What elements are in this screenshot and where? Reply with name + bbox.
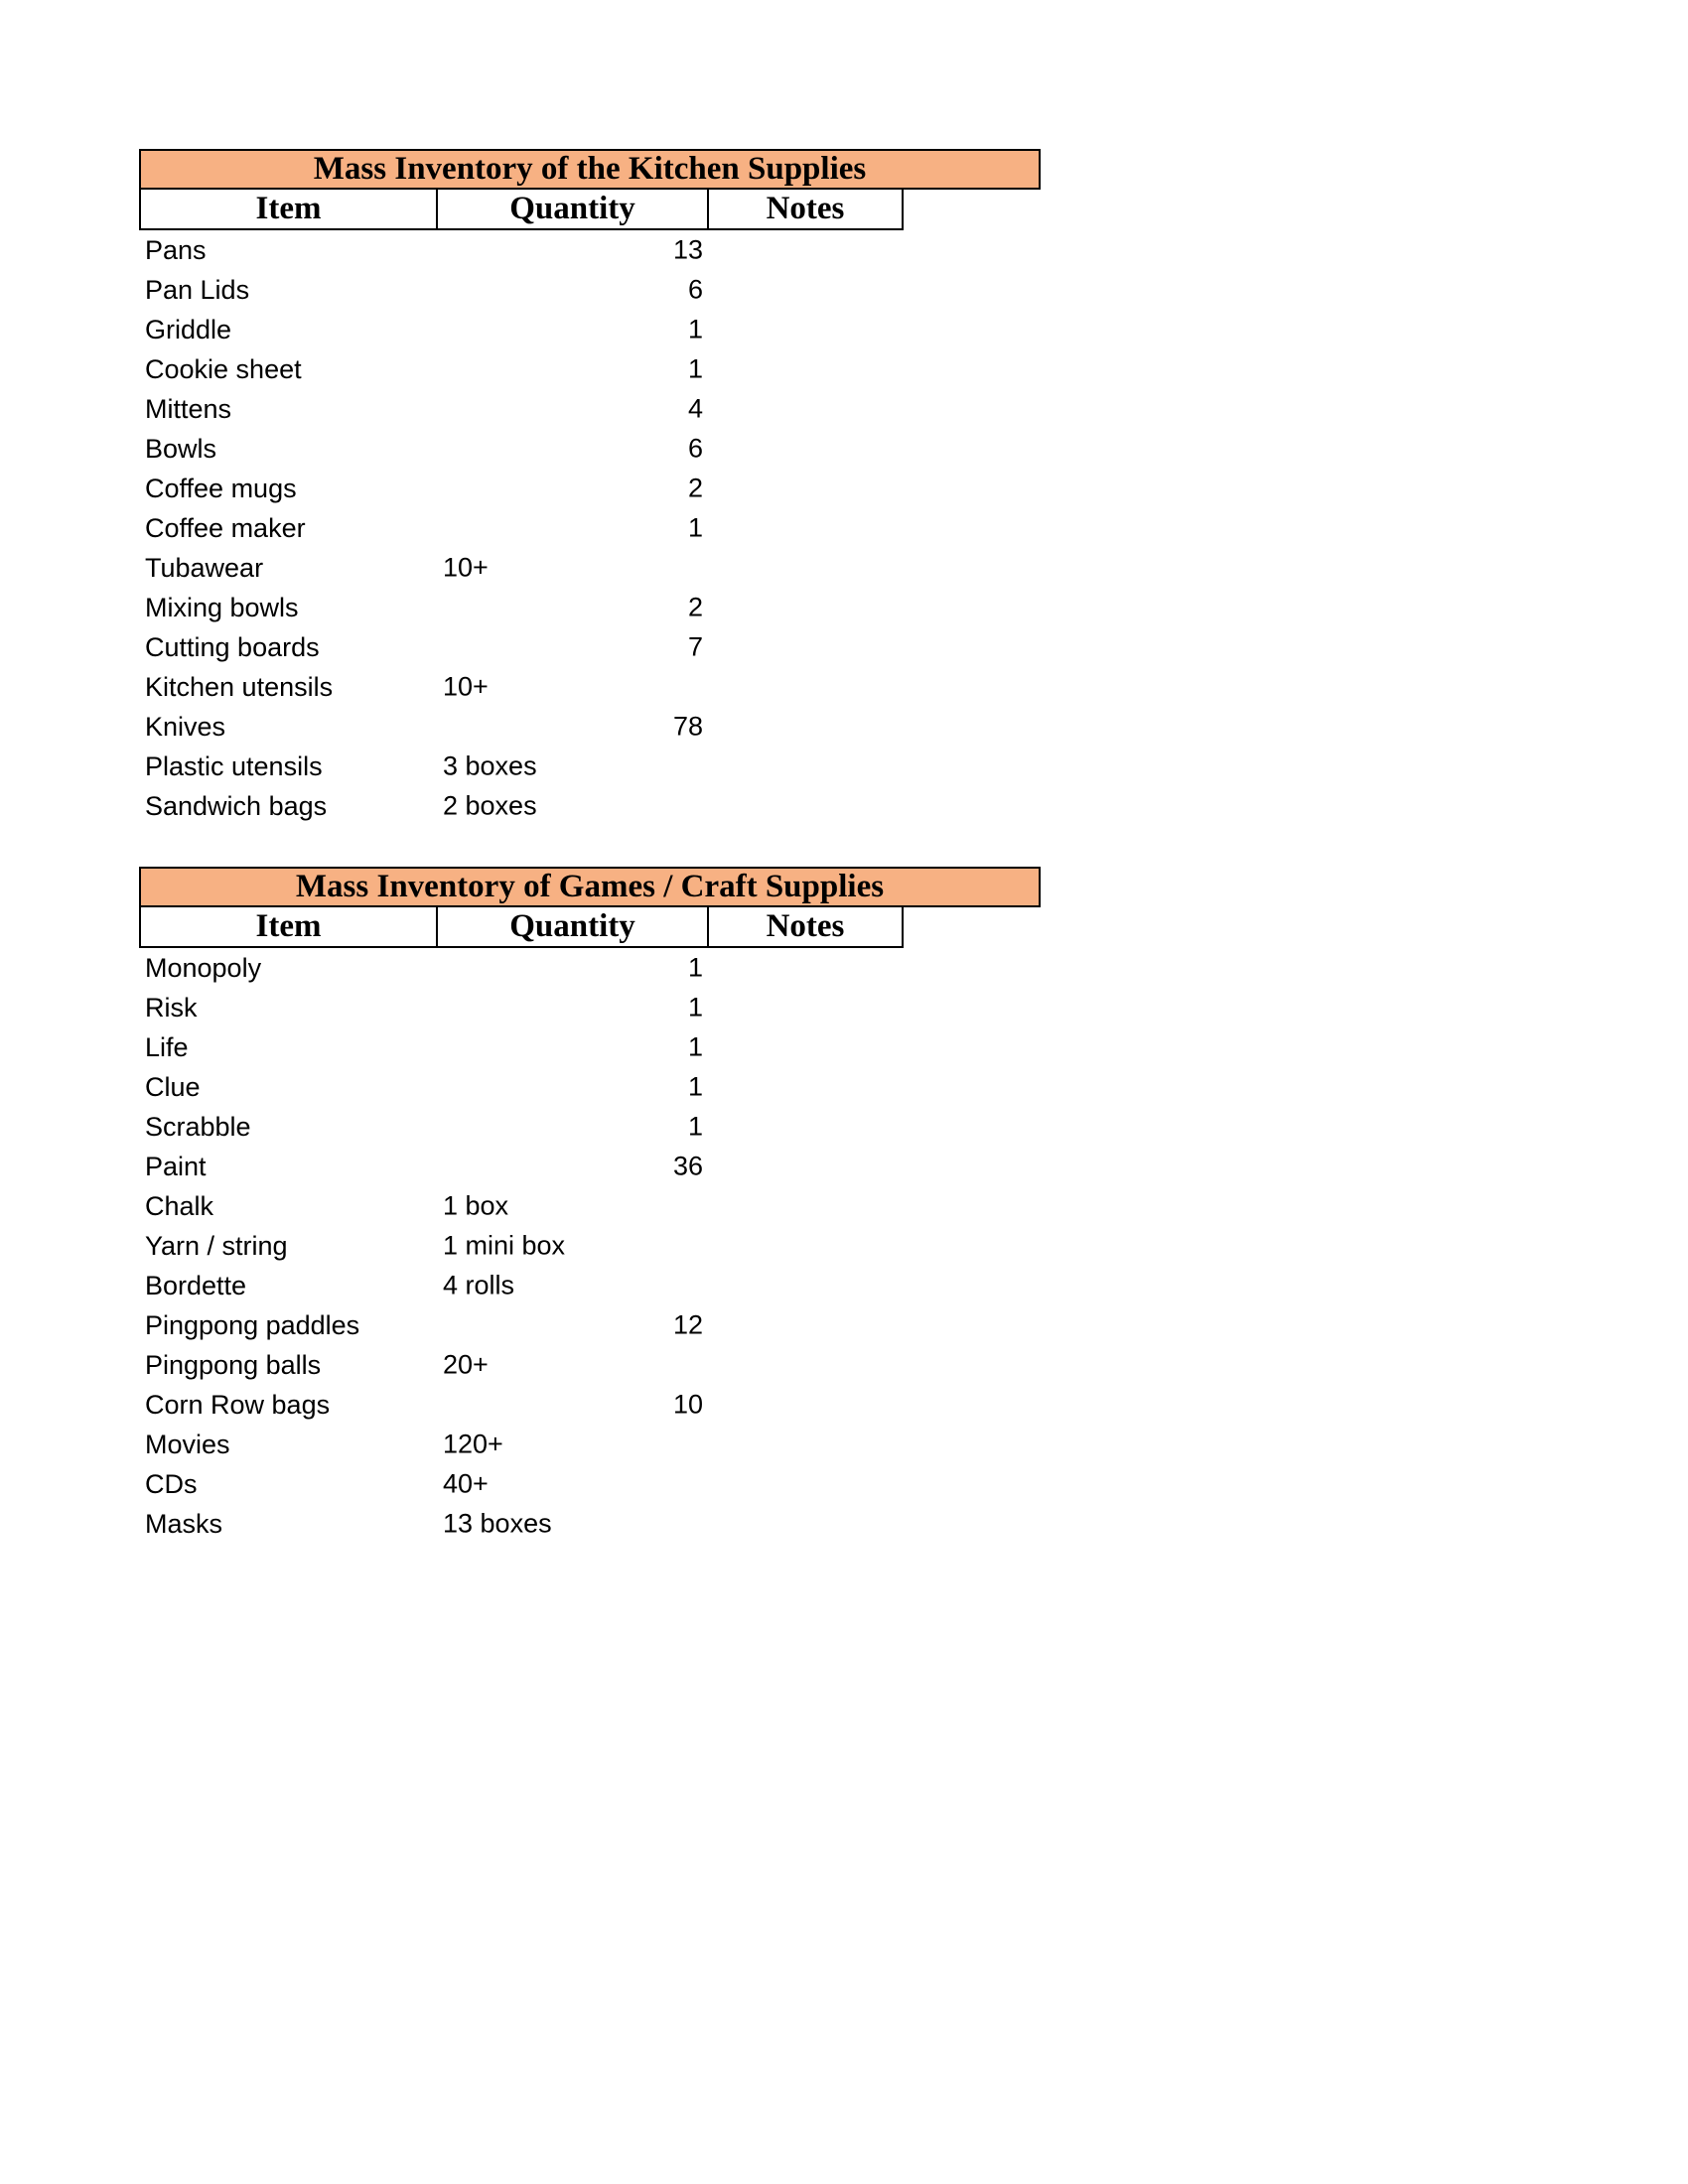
quantity-cell bbox=[437, 988, 709, 1027]
quantity-value: 78 bbox=[672, 711, 703, 742]
table-row bbox=[139, 1464, 1043, 1504]
games-header-item: Item bbox=[139, 906, 438, 948]
quantity-cell bbox=[437, 349, 709, 389]
quantity-value: 12 bbox=[672, 1309, 703, 1340]
item-cell: Coffee maker bbox=[145, 512, 306, 543]
table-row bbox=[139, 1186, 1043, 1226]
quantity-cell bbox=[437, 1425, 709, 1464]
quantity-value: 1 bbox=[687, 512, 703, 543]
quantity-cell bbox=[437, 1107, 709, 1147]
quantity-cell bbox=[437, 429, 709, 469]
kitchen-header-notes: Notes bbox=[709, 189, 904, 230]
quantity-cell bbox=[437, 588, 709, 627]
item-cell: Mixing bowls bbox=[145, 592, 299, 622]
kitchen-rows bbox=[139, 230, 1043, 826]
quantity-value: 6 bbox=[687, 274, 703, 305]
quantity-value: 1 bbox=[687, 1031, 703, 1062]
table-row bbox=[139, 707, 1043, 747]
table-row bbox=[139, 1027, 1043, 1067]
quantity-value: 40+ bbox=[443, 1468, 489, 1499]
quantity-cell bbox=[437, 310, 709, 349]
quantity-value: 1 mini box bbox=[443, 1230, 566, 1261]
item-cell: Plastic utensils bbox=[145, 751, 323, 781]
quantity-value: 7 bbox=[687, 631, 703, 662]
games-header-row bbox=[139, 906, 904, 948]
table-row bbox=[139, 747, 1043, 786]
quantity-cell bbox=[437, 1504, 709, 1544]
quantity-value: 10+ bbox=[443, 671, 489, 702]
item-cell: Pingpong balls bbox=[145, 1349, 322, 1380]
quantity-value: 1 box bbox=[443, 1190, 509, 1221]
item-cell: Clue bbox=[145, 1071, 201, 1102]
kitchen-header-row bbox=[139, 189, 904, 230]
quantity-value: 1 bbox=[687, 314, 703, 344]
item-cell: Corn Row bags bbox=[145, 1389, 331, 1420]
quantity-cell bbox=[437, 1067, 709, 1107]
quantity-cell bbox=[437, 1464, 709, 1504]
item-cell: Sandwich bags bbox=[145, 790, 328, 821]
quantity-value: 36 bbox=[672, 1151, 703, 1181]
quantity-value: 120+ bbox=[443, 1429, 503, 1459]
games-header-quantity: Quantity bbox=[438, 906, 709, 948]
quantity-value: 6 bbox=[687, 433, 703, 464]
item-cell: Masks bbox=[145, 1508, 223, 1539]
kitchen-header-item: Item bbox=[139, 189, 438, 230]
table-row bbox=[139, 667, 1043, 707]
quantity-cell bbox=[437, 469, 709, 508]
quantity-value: 1 bbox=[687, 353, 703, 384]
quantity-cell bbox=[437, 508, 709, 548]
quantity-value: 1 bbox=[687, 992, 703, 1023]
games-header-notes: Notes bbox=[709, 906, 904, 948]
quantity-value: 1 bbox=[687, 952, 703, 983]
item-cell: Kitchen utensils bbox=[145, 671, 334, 702]
item-cell: Pans bbox=[145, 234, 207, 265]
table-row bbox=[139, 548, 1043, 588]
item-cell: Scrabble bbox=[145, 1111, 251, 1142]
quantity-cell bbox=[437, 1305, 709, 1345]
quantity-value: 20+ bbox=[443, 1349, 489, 1380]
quantity-cell bbox=[437, 786, 709, 826]
quantity-cell bbox=[437, 548, 709, 588]
table-row bbox=[139, 1345, 1043, 1385]
quantity-cell bbox=[437, 948, 709, 988]
quantity-value: 10+ bbox=[443, 552, 489, 583]
quantity-cell bbox=[437, 389, 709, 429]
quantity-cell bbox=[437, 627, 709, 667]
item-cell: Knives bbox=[145, 711, 226, 742]
kitchen-table-title: Mass Inventory of the Kitchen Supplies bbox=[139, 149, 1041, 190]
kitchen-inventory-table bbox=[139, 149, 1043, 826]
quantity-cell bbox=[437, 1345, 709, 1385]
table-row bbox=[139, 230, 1043, 270]
item-cell: CDs bbox=[145, 1468, 198, 1499]
table-row bbox=[139, 349, 1043, 389]
quantity-value: 2 boxes bbox=[443, 790, 537, 821]
quantity-cell bbox=[437, 1147, 709, 1186]
table-row bbox=[139, 1504, 1043, 1544]
quantity-value: 4 rolls bbox=[443, 1270, 515, 1300]
table-row bbox=[139, 1425, 1043, 1464]
table-row bbox=[139, 1226, 1043, 1266]
item-cell: Paint bbox=[145, 1151, 207, 1181]
item-cell: Tubawear bbox=[145, 552, 264, 583]
table-row bbox=[139, 1067, 1043, 1107]
kitchen-header-quantity: Quantity bbox=[438, 189, 709, 230]
quantity-value: 4 bbox=[687, 393, 703, 424]
table-row bbox=[139, 1266, 1043, 1305]
table-row bbox=[139, 588, 1043, 627]
table-row bbox=[139, 429, 1043, 469]
table-row bbox=[139, 270, 1043, 310]
table-row bbox=[139, 948, 1043, 988]
games-inventory-table bbox=[139, 867, 1043, 1544]
quantity-cell bbox=[437, 1186, 709, 1226]
item-cell: Bordette bbox=[145, 1270, 247, 1300]
table-row bbox=[139, 786, 1043, 826]
quantity-cell bbox=[437, 707, 709, 747]
quantity-cell bbox=[437, 230, 709, 270]
quantity-cell bbox=[437, 270, 709, 310]
quantity-value: 13 bbox=[672, 234, 703, 265]
item-cell: Griddle bbox=[145, 314, 232, 344]
games-table-title: Mass Inventory of Games / Craft Supplies bbox=[139, 867, 1041, 907]
quantity-cell bbox=[437, 747, 709, 786]
quantity-value: 1 bbox=[687, 1071, 703, 1102]
table-row bbox=[139, 310, 1043, 349]
item-cell: Monopoly bbox=[145, 952, 262, 983]
quantity-value: 10 bbox=[672, 1389, 703, 1420]
item-cell: Pan Lids bbox=[145, 274, 250, 305]
table-row bbox=[139, 1385, 1043, 1425]
quantity-value: 1 bbox=[687, 1111, 703, 1142]
quantity-value: 2 bbox=[687, 592, 703, 622]
table-row bbox=[139, 1305, 1043, 1345]
table-row bbox=[139, 627, 1043, 667]
item-cell: Risk bbox=[145, 992, 198, 1023]
item-cell: Pingpong paddles bbox=[145, 1309, 360, 1340]
table-row bbox=[139, 508, 1043, 548]
item-cell: Coffee mugs bbox=[145, 473, 297, 503]
item-cell: Cookie sheet bbox=[145, 353, 302, 384]
table-row bbox=[139, 1107, 1043, 1147]
table-row bbox=[139, 988, 1043, 1027]
item-cell: Cutting boards bbox=[145, 631, 320, 662]
item-cell: Mittens bbox=[145, 393, 232, 424]
games-rows bbox=[139, 948, 1043, 1544]
quantity-cell bbox=[437, 667, 709, 707]
item-cell: Bowls bbox=[145, 433, 217, 464]
item-cell: Yarn / string bbox=[145, 1230, 288, 1261]
quantity-value: 2 bbox=[687, 473, 703, 503]
item-cell: Movies bbox=[145, 1429, 230, 1459]
item-cell: Chalk bbox=[145, 1190, 214, 1221]
quantity-value: 13 boxes bbox=[443, 1508, 552, 1539]
table-row bbox=[139, 1147, 1043, 1186]
quantity-cell bbox=[437, 1226, 709, 1266]
table-row bbox=[139, 469, 1043, 508]
quantity-value: 3 boxes bbox=[443, 751, 537, 781]
table-row bbox=[139, 389, 1043, 429]
quantity-cell bbox=[437, 1385, 709, 1425]
quantity-cell bbox=[437, 1027, 709, 1067]
item-cell: Life bbox=[145, 1031, 189, 1062]
quantity-cell bbox=[437, 1266, 709, 1305]
